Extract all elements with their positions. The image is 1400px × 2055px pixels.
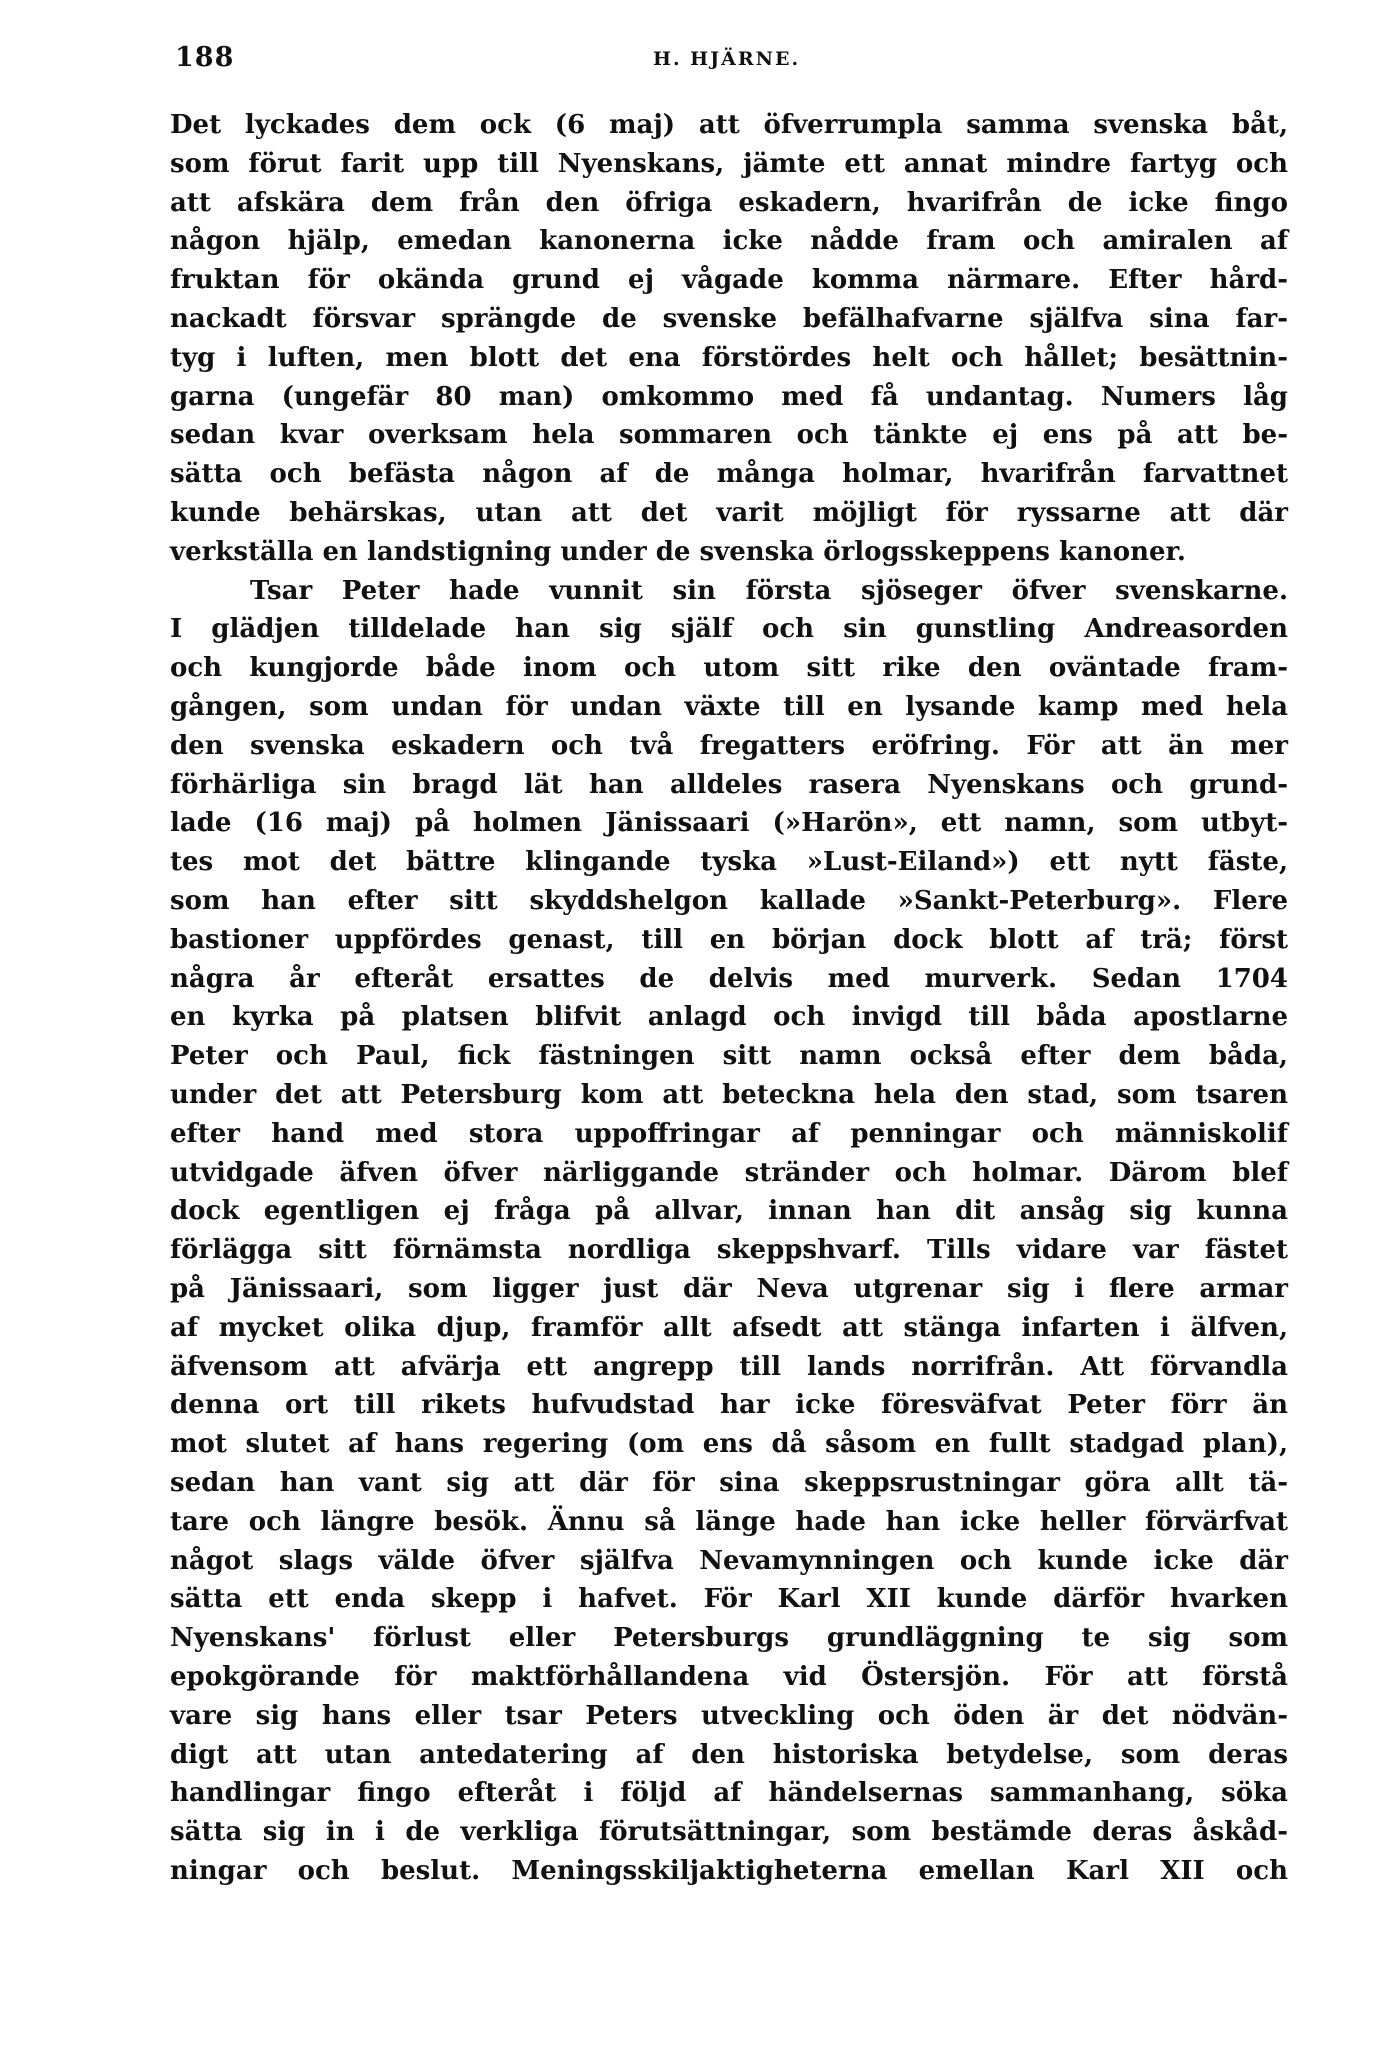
text-line: bastioner uppfördes genast, till en början dock blott af trä; först [170, 925, 1288, 955]
text-line: och kungjorde både inom och utom sitt rike den oväntade fram- [170, 653, 1288, 683]
text-line: på Jänissaari, som ligger just där Neva utgrenar sig i flere armar [170, 1274, 1288, 1304]
text-line: I glädjen tilldelade han sig själf och sin gunstling Andreasorden [170, 614, 1288, 644]
text-line: lade (16 maj) på holmen Jänissaari (»Harön», ett namn, som utbyt- [170, 808, 1288, 838]
text-line: fruktan för okända grund ej vågade komma närmare. Efter hård- [170, 265, 1288, 295]
text-line: digt att utan antedatering af den historiska betydelse, som deras [170, 1740, 1288, 1770]
text-line: något slags välde öfver själfva Nevamynningen och kunde icke där [170, 1546, 1288, 1576]
text-line: dock egentligen ej fråga på allvar, innan han dit ansåg sig kunna [170, 1196, 1288, 1226]
text-line: som förut farit upp till Nyenskans, jämte ett annat mindre fartyg och [170, 149, 1288, 179]
text-line: tes mot det bättre klingande tyska »Lust-Eiland») ett nytt fäste, [170, 847, 1288, 877]
text-line: förlägga sitt förnämsta nordliga skeppshvarf. Tills vidare var fästet [170, 1235, 1288, 1265]
text-line: som han efter sitt skyddshelgon kallade »Sankt-Peterburg». Flere [170, 886, 1288, 916]
text-line: en kyrka på platsen blifvit anlagd och invigd till båda apostlarne [170, 1002, 1288, 1032]
text-line: denna ort till rikets hufvudstad har icke föresväfvat Peter förr än [170, 1390, 1288, 1420]
text-line: sedan kvar overksam hela sommaren och tänkte ej ens på att be- [170, 420, 1288, 450]
page-number: 188 [175, 42, 235, 73]
text-line: tyg i luften, men blott det ena förstördes helt och hållet; besättnin- [170, 343, 1288, 373]
text-line: Det lyckades dem ock (6 maj) att öfverrumpla samma svenska båt, [170, 110, 1288, 140]
text-line: garna (ungefär 80 man) omkommo med få undantag. Numers låg [170, 382, 1288, 412]
text-line: epokgörande för maktförhållandena vid Östersjön. För att förstå [170, 1662, 1288, 1692]
text-line: ningar och beslut. Meningsskiljaktigheterna emellan Karl XII och [170, 1856, 1288, 1886]
text-line: mot slutet af hans regering (om ens då såsom en fullt stadgad plan), [170, 1429, 1288, 1459]
page-header [175, 42, 1285, 82]
text-line: äfvensom att afvärja ett angrepp till lands norrifrån. Att förvandla [170, 1352, 1288, 1382]
text-line: tare och längre besök. Ännu så länge hade han icke heller förvärfvat [170, 1507, 1288, 1537]
body-text [170, 106, 1288, 1926]
text-line: Peter och Paul, fick fästningen sitt namn också efter dem båda, [170, 1041, 1288, 1071]
text-line: att afskära dem från den öfriga eskadern, hvarifrån de icke fingo [170, 188, 1288, 218]
text-line: sätta och befästa någon af de många holmar, hvarifrån farvattnet [170, 459, 1288, 489]
text-line: den svenska eskadern och två fregatters eröfring. För att än mer [170, 731, 1288, 761]
running-head: H. HJÄRNE. [653, 48, 801, 70]
text-line: af mycket olika djup, framför allt afsedt att stänga infarten i älfven, [170, 1313, 1288, 1343]
text-line: sätta ett enda skepp i hafvet. För Karl XII kunde därför hvarken [170, 1584, 1288, 1614]
text-line: efter hand med stora uppoffringar af penningar och människolif [170, 1119, 1288, 1149]
text-line: utvidgade äfven öfver närliggande stränder och holmar. Därom blef [170, 1158, 1288, 1188]
text-line: gången, som undan för undan växte till en lysande kamp med hela [170, 692, 1288, 722]
text-line: under det att Petersburg kom att beteckna hela den stad, som tsaren [170, 1080, 1288, 1110]
text-line: vare sig hans eller tsar Peters utveckling och öden är det nödvän- [170, 1701, 1288, 1731]
text-line: handlingar fingo efteråt i följd af händelsernas sammanhang, söka [170, 1778, 1288, 1808]
text-line: Tsar Peter hade vunnit sin första sjöseger öfver svenskarne. [250, 576, 1288, 606]
text-line: sätta sig in i de verkliga förutsättningar, som bestämde deras åskåd- [170, 1817, 1288, 1847]
text-line: några år efteråt ersattes de delvis med murverk. Sedan 1704 [170, 964, 1288, 994]
text-line: sedan han vant sig att där för sina skeppsrustningar göra allt tä- [170, 1468, 1288, 1498]
text-line: kunde behärskas, utan att det varit möjligt för ryssarne att där [170, 498, 1288, 528]
text-line: nackadt försvar sprängde de svenske befälhafvarne själfva sina far- [170, 304, 1288, 334]
text-line: Nyenskans' förlust eller Petersburgs grundläggning te sig som [170, 1623, 1288, 1653]
text-line: verkställa en landstigning under de svenska örlogsskeppens kanoner. [170, 537, 1186, 567]
text-line: förhärliga sin bragd lät han alldeles rasera Nyenskans och grund- [170, 770, 1288, 800]
text-line: någon hjälp, emedan kanonerna icke nådde fram och amiralen af [170, 226, 1288, 256]
